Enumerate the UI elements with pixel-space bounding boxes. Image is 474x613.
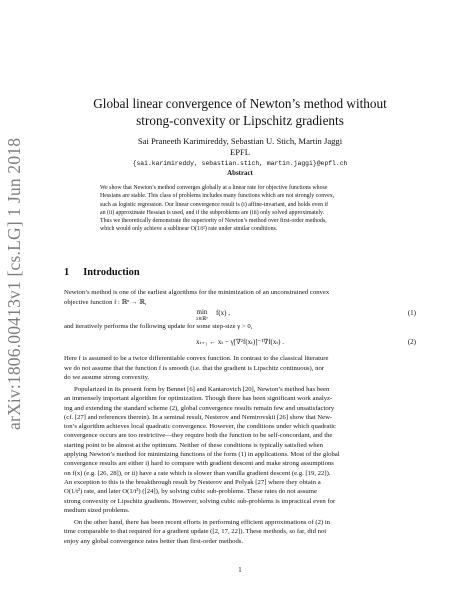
abstract-body <box>100 184 380 234</box>
text-line: applying Newton’s method for minimizing functions of the form (1) in applications. Most of the global <box>64 451 340 459</box>
text-line: strong convexity or Lipschitz gradients. However, solving cubic sub-problems is impractical even for <box>64 497 336 505</box>
title-line-2: strong-convexity or Lipschitz gradients <box>136 113 344 128</box>
equation-1-number: (1) <box>407 309 416 317</box>
paragraph-1 <box>64 288 416 307</box>
section-heading <box>64 267 140 278</box>
text-line: An exception to this is the breakthrough result by Nesterov and Polyak [27] where they obtain a <box>64 478 321 486</box>
abstract-line: We show that Newton’s method converges globally at a linear rate for objective functions whose <box>100 185 328 191</box>
title-line-1: Global linear convergence of Newton’s method without <box>93 96 387 111</box>
text-line: ton’s algorithm achieves local quadratic convergence. However, the conditions under which quadratic <box>64 423 337 431</box>
author-emails: {sai.karimireddy, sebastian.stich, martin.jaggi}@epfl.ch <box>132 160 348 167</box>
section-number: 1 <box>64 267 70 278</box>
page-number: 1 <box>238 567 242 574</box>
abstract-heading: Abstract <box>227 170 253 177</box>
abstract-line: an (ii) approximate Hessian is used, and if the subproblems are (iii) only solved approximately. <box>100 209 325 216</box>
text-line: objective function f : ℝⁿ → ℝ, <box>64 298 147 306</box>
text-line: medium sized problems. <box>64 506 130 514</box>
text-line: convergence occurs are too restrictive—they require both the function to be self-concordant, and the <box>64 432 333 440</box>
author-block <box>64 136 416 169</box>
paper-title <box>64 95 416 129</box>
abstract-line: which would only achieve a sublinear O(1/t²) rate under similar conditions. <box>100 226 278 233</box>
text-line: Here f is assumed to be a twice differentiable convex function. In contrast to the classical literature <box>64 355 329 362</box>
text-line: Newton’s method is one of the earliest algorithms for the minimization of an unconstrained convex <box>64 289 330 296</box>
paragraph-4 <box>64 385 416 515</box>
paragraph-5 <box>64 518 416 546</box>
abstract-line: Thus we theoretically demonstrate the superiority of Newton’s method over first-order methods, <box>100 218 327 225</box>
text-line: time comparable to that required for a gradient update ([2, 17, 22]). These methods, so far, did not <box>64 528 327 536</box>
text-line: on f(x) (e.g. [26, 28]), or ii) have a rate which is slower than vanilla gradient descent (e.g. [19, 22]). <box>64 469 331 477</box>
text-line: O(1/t²) rate, and later O(1/t³) ([24]), by solving cubic sub-problems. These rates do not assume <box>64 488 317 496</box>
text-line: we do not assume that the function f is smooth (i.e. that the gradient is Lipschitz continuous), nor <box>64 364 325 372</box>
min-operator: min <box>196 308 208 316</box>
section-title: Introduction <box>83 267 140 278</box>
text-line: enjoy any global convergence rates better than first-order methods. <box>64 537 244 545</box>
text-line: an immensely important algorithm for optimization. Though there has been significant work analyz- <box>64 395 333 403</box>
text-line: convergence results are either i) hard to compare with gradient descent and make strong assumptions <box>64 460 334 468</box>
equation-2 <box>64 338 416 350</box>
equation-2-number: (2) <box>407 338 416 346</box>
text-line: Popularized in its present form by Bennet [6] and Kantarovich [20], Newton’s method has been <box>74 386 330 393</box>
min-subscript: x∈ℝⁿ <box>196 317 208 322</box>
paragraph-3 <box>64 354 416 383</box>
arxiv-identifier: arXiv:1806.00413v1 [cs.LG] 1 Jun 2018 <box>4 137 24 430</box>
paragraph-2 <box>64 322 416 332</box>
equation-1-expression: f(x) , <box>216 309 230 317</box>
text-line: (cf. [27] and references therein). In a seminal result, Nesterov and Nemirovskii [26] show that New- <box>64 413 333 421</box>
text-line: On the other hand, there has been recent efforts in performing efficient approximations of (2) in <box>74 519 331 526</box>
author-names: Sai Praneeth Karimireddy, Sebastian U. Stich, Martin Jaggi <box>137 136 343 146</box>
text-line: do we assume strong convexity. <box>64 374 150 382</box>
author-affiliation: EPFL <box>229 147 251 157</box>
abstract-line: Hessians are stable. This class of problems includes many functions which are not strongly convex, <box>100 193 335 200</box>
text-line: and iteratively performs the following update for some step-size γ > 0, <box>64 323 253 330</box>
equation-2-expression: xₜ₊₁ ← xₜ − γ[∇²f(xₜ)]⁻¹∇f(xₜ) . <box>196 338 284 346</box>
text-line: ing and extending the standard scheme (2), global convergence results remain few and unsatisfactory <box>64 404 335 412</box>
abstract-line: such as logistic regression. Our linear convergence result is (i) affine-invariant, and holds even if <box>100 201 329 208</box>
text-line: starting point to be almost at the optimum. Neither of these conditions is typically satisfied when <box>64 441 323 449</box>
